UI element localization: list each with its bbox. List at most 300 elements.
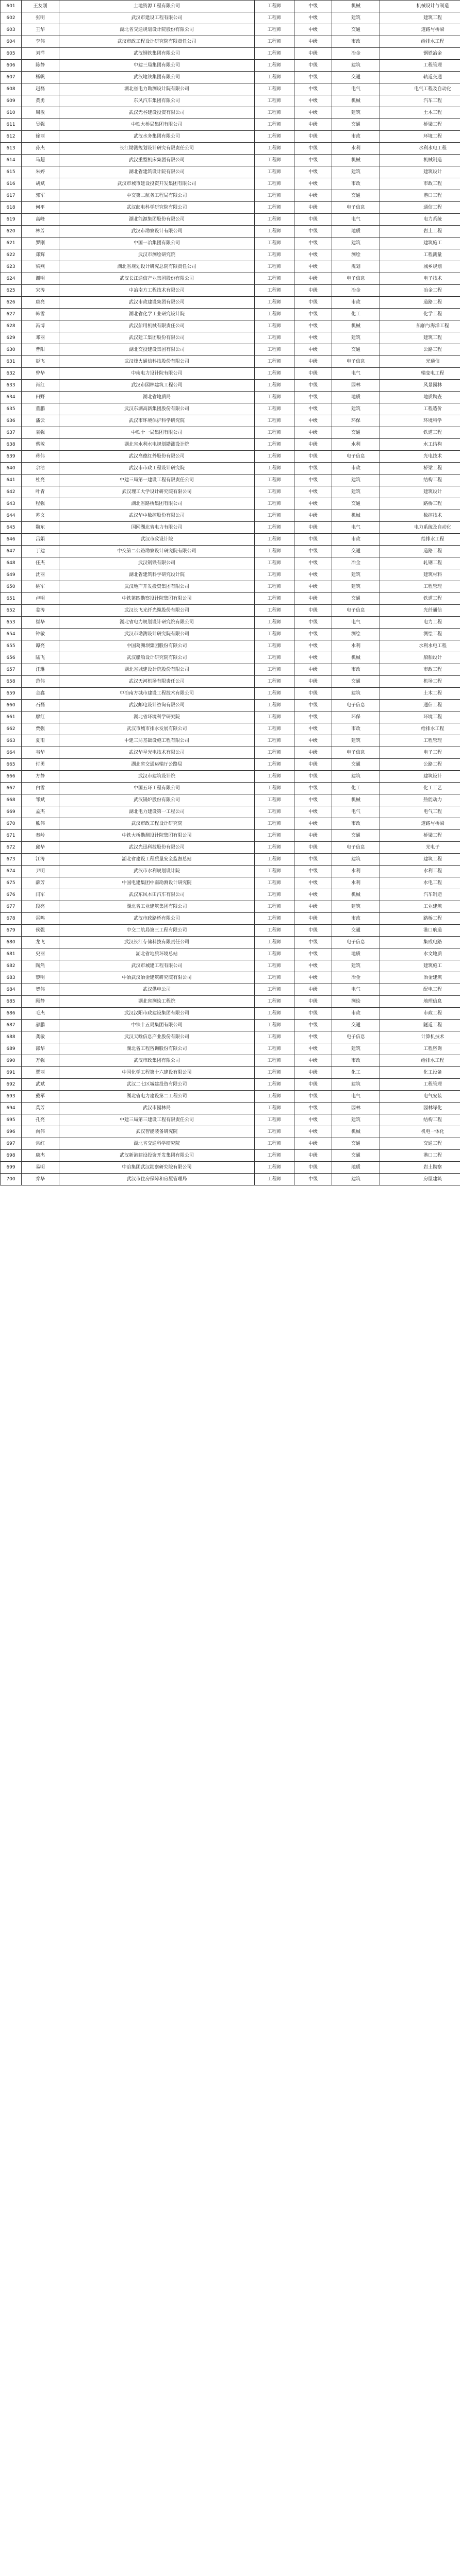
specialty: 汽车工程 — [380, 95, 460, 107]
organization: 湖北电力建设第一工程公司 — [59, 806, 255, 818]
table-row — [1, 273, 460, 285]
organization: 湖北省建设工程质量安全监督总站 — [59, 854, 255, 866]
table-row — [1, 12, 460, 24]
specialty: 市政工程 — [380, 1008, 460, 1020]
person-name: 潘云 — [22, 415, 59, 427]
organization: 湖北省电力勘测设计院有限公司 — [59, 83, 255, 95]
organization: 武汉烽火通信科技股份有限公司 — [59, 356, 255, 368]
row-number: 656 — [1, 652, 22, 664]
specialty: 路桥工程 — [380, 913, 460, 925]
title-level: 中级 — [294, 735, 332, 747]
title-level: 中级 — [294, 309, 332, 320]
person-name: 魏东 — [22, 522, 59, 534]
discipline: 市政 — [332, 664, 380, 676]
job-title: 工程师 — [255, 12, 294, 24]
organization: 武汉天河机场有限责任公司 — [59, 676, 255, 688]
organization: 中铁十一局集团有限公司 — [59, 427, 255, 439]
table-row — [1, 1150, 460, 1162]
specialty: 港口工程 — [380, 1150, 460, 1162]
person-name: 侯强 — [22, 925, 59, 937]
table-row — [1, 344, 460, 356]
discipline: 建筑 — [332, 581, 380, 593]
discipline: 建筑 — [332, 403, 380, 415]
discipline: 市政 — [332, 1055, 380, 1067]
discipline: 地质 — [332, 1162, 380, 1174]
discipline: 电气 — [332, 522, 380, 534]
person-name: 贾强 — [22, 723, 59, 735]
organization: 武汉市测绘研究院 — [59, 249, 255, 261]
row-number: 648 — [1, 557, 22, 569]
organization: 中冶南方城市建设工程技术有限公司 — [59, 688, 255, 700]
title-level: 中级 — [294, 320, 332, 332]
organization: 武汉船用机械有限责任公司 — [59, 320, 255, 332]
title-level: 中级 — [294, 901, 332, 913]
discipline: 环保 — [332, 415, 380, 427]
title-level: 中级 — [294, 486, 332, 498]
job-title: 工程师 — [255, 1, 294, 12]
job-title: 工程师 — [255, 380, 294, 392]
title-level: 中级 — [294, 783, 332, 794]
title-level: 中级 — [294, 723, 332, 735]
table-row — [1, 463, 460, 474]
organization: 中铁大桥局集团有限公司 — [59, 119, 255, 131]
person-name: 蒋伟 — [22, 451, 59, 463]
organization: 武汉新港建设投资开发集团有限公司 — [59, 1150, 255, 1162]
discipline: 建筑 — [332, 12, 380, 24]
table-row — [1, 723, 460, 735]
person-name: 孔亮 — [22, 1114, 59, 1126]
person-name: 白雪 — [22, 783, 59, 794]
table-row — [1, 1031, 460, 1043]
table-row — [1, 771, 460, 783]
job-title: 工程师 — [255, 783, 294, 794]
organization: 武汉市园林建筑工程公司 — [59, 380, 255, 392]
specialty: 热能动力 — [380, 794, 460, 806]
table-row — [1, 72, 460, 83]
discipline: 交通 — [332, 190, 380, 202]
person-name: 余洁 — [22, 463, 59, 474]
organization: 中国葛洲坝集团股份有限公司 — [59, 640, 255, 652]
row-number: 691 — [1, 1067, 22, 1079]
person-name: 薛芳 — [22, 877, 59, 889]
discipline: 交通 — [332, 427, 380, 439]
discipline: 建筑 — [332, 569, 380, 581]
discipline: 建筑 — [332, 960, 380, 972]
row-number: 687 — [1, 1020, 22, 1031]
job-title: 工程师 — [255, 948, 294, 960]
row-number: 694 — [1, 1103, 22, 1114]
organization: 武汉市勘察设计有限公司 — [59, 226, 255, 238]
discipline: 电子信息 — [332, 842, 380, 854]
organization: 武汉邮电设计咨询有限公司 — [59, 700, 255, 711]
row-number: 636 — [1, 415, 22, 427]
person-name: 邹斌 — [22, 794, 59, 806]
discipline: 机械 — [332, 510, 380, 522]
specialty: 电气安装 — [380, 1091, 460, 1103]
job-title: 工程师 — [255, 486, 294, 498]
table-row — [1, 83, 460, 95]
specialty: 港口航道 — [380, 925, 460, 937]
row-number: 651 — [1, 593, 22, 605]
discipline: 环保 — [332, 711, 380, 723]
person-name: 蔡敏 — [22, 439, 59, 451]
title-level: 中级 — [294, 1114, 332, 1126]
organization: 东风汽车集团有限公司 — [59, 95, 255, 107]
person-name: 毛杰 — [22, 1008, 59, 1020]
table-row — [1, 1067, 460, 1079]
person-name: 乔华 — [22, 1174, 59, 1185]
discipline: 冶金 — [332, 285, 380, 297]
discipline: 机械 — [332, 1, 380, 12]
discipline: 交通 — [332, 72, 380, 83]
specialty: 给排水工程 — [380, 534, 460, 546]
specialty: 化工工艺 — [380, 783, 460, 794]
specialty: 岩土工程 — [380, 226, 460, 238]
job-title: 工程师 — [255, 155, 294, 166]
row-number: 700 — [1, 1174, 22, 1185]
specialty: 建筑工程 — [380, 854, 460, 866]
specialty: 光纤通信 — [380, 605, 460, 617]
row-number: 606 — [1, 60, 22, 72]
specialty: 轧钢工程 — [380, 557, 460, 569]
row-number: 689 — [1, 1043, 22, 1055]
job-title: 工程师 — [255, 877, 294, 889]
discipline: 机械 — [332, 889, 380, 901]
row-number: 641 — [1, 474, 22, 486]
table-row — [1, 486, 460, 498]
row-number: 619 — [1, 214, 22, 226]
discipline: 化工 — [332, 309, 380, 320]
organization: 土地资源工程有限公司 — [59, 1, 255, 12]
row-number: 601 — [1, 1, 22, 12]
job-title: 工程师 — [255, 451, 294, 463]
title-level: 中级 — [294, 202, 332, 214]
title-level: 中级 — [294, 1174, 332, 1185]
title-level: 中级 — [294, 700, 332, 711]
row-number: 610 — [1, 107, 22, 119]
specialty: 给排水工程 — [380, 723, 460, 735]
organization: 武汉高德红外股份有限公司 — [59, 451, 255, 463]
person-name: 陈静 — [22, 60, 59, 72]
person-name: 王华 — [22, 24, 59, 36]
job-title: 工程师 — [255, 771, 294, 783]
job-title: 工程师 — [255, 889, 294, 901]
person-name: 金鑫 — [22, 688, 59, 700]
organization: 中国电建集团中南勘测设计研究院 — [59, 877, 255, 889]
row-number: 618 — [1, 202, 22, 214]
specialty: 机械制造 — [380, 155, 460, 166]
organization: 湖北省测绘工程院 — [59, 996, 255, 1008]
title-level: 中级 — [294, 830, 332, 842]
job-title: 工程师 — [255, 640, 294, 652]
row-number: 680 — [1, 937, 22, 948]
table-row — [1, 984, 460, 996]
title-level: 中级 — [294, 794, 332, 806]
row-number: 643 — [1, 498, 22, 510]
row-number: 637 — [1, 427, 22, 439]
discipline: 机械 — [332, 1126, 380, 1138]
specialty: 建筑设计 — [380, 771, 460, 783]
job-title: 工程师 — [255, 261, 294, 273]
title-level: 中级 — [294, 427, 332, 439]
table-row — [1, 36, 460, 48]
row-number: 683 — [1, 972, 22, 984]
table-row — [1, 866, 460, 877]
table-row — [1, 593, 460, 605]
job-title: 工程师 — [255, 937, 294, 948]
title-level: 中级 — [294, 238, 332, 249]
specialty: 工业建筑 — [380, 901, 460, 913]
row-number: 646 — [1, 534, 22, 546]
specialty: 隧道工程 — [380, 1020, 460, 1031]
specialty: 城乡规划 — [380, 261, 460, 273]
job-title: 工程师 — [255, 818, 294, 830]
title-level: 中级 — [294, 344, 332, 356]
title-level: 中级 — [294, 1150, 332, 1162]
organization: 武汉光谷建设投资有限公司 — [59, 107, 255, 119]
title-level: 中级 — [294, 652, 332, 664]
specialty: 地质勘查 — [380, 392, 460, 403]
row-number: 633 — [1, 380, 22, 392]
person-name: 曹阳 — [22, 344, 59, 356]
specialty: 工程管理 — [380, 581, 460, 593]
title-level: 中级 — [294, 474, 332, 486]
person-name: 刘洋 — [22, 48, 59, 60]
discipline: 园林 — [332, 380, 380, 392]
discipline: 电子信息 — [332, 451, 380, 463]
table-row — [1, 794, 460, 806]
title-level: 中级 — [294, 806, 332, 818]
title-level: 中级 — [294, 392, 332, 403]
row-number: 617 — [1, 190, 22, 202]
title-level: 中级 — [294, 972, 332, 984]
specialty: 铁道工程 — [380, 593, 460, 605]
job-title: 工程师 — [255, 735, 294, 747]
job-title: 工程师 — [255, 806, 294, 818]
organization: 中国化学工程第十六建设有限公司 — [59, 1067, 255, 1079]
discipline: 电气 — [332, 617, 380, 629]
title-level: 中级 — [294, 842, 332, 854]
organization: 湖北省路桥集团有限公司 — [59, 498, 255, 510]
discipline: 交通 — [332, 498, 380, 510]
table-row — [1, 309, 460, 320]
organization: 中交第二航务工程局有限公司 — [59, 190, 255, 202]
table-row — [1, 368, 460, 380]
organization: 武汉东湖高新集团股份有限公司 — [59, 403, 255, 415]
job-title: 工程师 — [255, 842, 294, 854]
discipline: 机械 — [332, 794, 380, 806]
discipline: 建筑 — [332, 1114, 380, 1126]
title-level: 中级 — [294, 581, 332, 593]
title-level: 中级 — [294, 297, 332, 309]
organization: 中交第二公路勘察设计研究院有限公司 — [59, 546, 255, 557]
person-name: 袁强 — [22, 427, 59, 439]
person-name: 夏雨 — [22, 735, 59, 747]
job-title: 工程师 — [255, 1067, 294, 1079]
title-level: 中级 — [294, 889, 332, 901]
row-number: 658 — [1, 676, 22, 688]
organization: 武汉市建筑设计院 — [59, 771, 255, 783]
person-name: 田野 — [22, 392, 59, 403]
row-number: 604 — [1, 36, 22, 48]
specialty: 园林绿化 — [380, 1103, 460, 1114]
person-name: 邓丽 — [22, 332, 59, 344]
table-row — [1, 261, 460, 273]
row-number: 644 — [1, 510, 22, 522]
job-title: 工程师 — [255, 557, 294, 569]
title-level: 中级 — [294, 1162, 332, 1174]
discipline: 规划 — [332, 261, 380, 273]
row-number: 677 — [1, 901, 22, 913]
organization: 中国五环工程有限公司 — [59, 783, 255, 794]
discipline: 地质 — [332, 226, 380, 238]
table-row — [1, 178, 460, 190]
discipline: 电子信息 — [332, 747, 380, 759]
discipline: 市政 — [332, 1008, 380, 1020]
title-level: 中级 — [294, 83, 332, 95]
specialty: 电力工程 — [380, 617, 460, 629]
discipline: 交通 — [332, 1020, 380, 1031]
person-name: 康杰 — [22, 1150, 59, 1162]
table-row — [1, 629, 460, 640]
organization: 武汉邮电科学研究院有限公司 — [59, 202, 255, 214]
discipline: 地质 — [332, 948, 380, 960]
row-number: 635 — [1, 403, 22, 415]
person-name: 范伟 — [22, 676, 59, 688]
specialty: 建筑施工 — [380, 238, 460, 249]
specialty: 冶金工程 — [380, 285, 460, 297]
specialty: 建筑设计 — [380, 166, 460, 178]
table-row — [1, 925, 460, 937]
job-title: 工程师 — [255, 747, 294, 759]
organization: 中交二航局第三工程有限公司 — [59, 925, 255, 937]
row-number: 655 — [1, 640, 22, 652]
specialty: 工程造价 — [380, 403, 460, 415]
job-title: 工程师 — [255, 996, 294, 1008]
row-number: 621 — [1, 238, 22, 249]
job-title: 工程师 — [255, 190, 294, 202]
table-row — [1, 700, 460, 711]
table-row — [1, 581, 460, 593]
row-number: 681 — [1, 948, 22, 960]
person-name: 李伟 — [22, 36, 59, 48]
title-level: 中级 — [294, 605, 332, 617]
person-name: 梁燕 — [22, 261, 59, 273]
person-name: 邱华 — [22, 842, 59, 854]
job-title: 工程师 — [255, 1103, 294, 1114]
person-name: 韦华 — [22, 747, 59, 759]
title-level: 中级 — [294, 48, 332, 60]
job-title: 工程师 — [255, 960, 294, 972]
table-row — [1, 534, 460, 546]
person-name: 吴强 — [22, 119, 59, 131]
discipline: 水利 — [332, 877, 380, 889]
specialty: 路桥工程 — [380, 498, 460, 510]
specialty: 冶金建筑 — [380, 972, 460, 984]
title-level: 中级 — [294, 368, 332, 380]
row-number: 640 — [1, 463, 22, 474]
person-name: 孟杰 — [22, 806, 59, 818]
row-number: 642 — [1, 486, 22, 498]
row-number: 650 — [1, 581, 22, 593]
discipline: 市政 — [332, 463, 380, 474]
job-title: 工程师 — [255, 344, 294, 356]
specialty: 光通信 — [380, 356, 460, 368]
discipline: 机械 — [332, 652, 380, 664]
specialty: 公路工程 — [380, 344, 460, 356]
table-row — [1, 403, 460, 415]
row-number: 649 — [1, 569, 22, 581]
title-level: 中级 — [294, 1091, 332, 1103]
title-level: 中级 — [294, 415, 332, 427]
row-number: 605 — [1, 48, 22, 60]
person-name: 尹明 — [22, 866, 59, 877]
discipline: 市政 — [332, 131, 380, 143]
row-number: 673 — [1, 854, 22, 866]
job-title: 工程师 — [255, 309, 294, 320]
table-row — [1, 155, 460, 166]
job-title: 工程师 — [255, 356, 294, 368]
person-name: 彭飞 — [22, 356, 59, 368]
person-name: 宋涛 — [22, 285, 59, 297]
person-name: 吕娟 — [22, 534, 59, 546]
title-level: 中级 — [294, 996, 332, 1008]
row-number: 630 — [1, 344, 22, 356]
job-title: 工程师 — [255, 723, 294, 735]
table-row — [1, 806, 460, 818]
row-number: 670 — [1, 818, 22, 830]
person-name: 曾华 — [22, 368, 59, 380]
title-level: 中级 — [294, 1020, 332, 1031]
table-row — [1, 320, 460, 332]
specialty: 建筑工程 — [380, 12, 460, 24]
table-row — [1, 202, 460, 214]
organization: 武汉供电公司 — [59, 984, 255, 996]
person-name: 黎明 — [22, 972, 59, 984]
title-level: 中级 — [294, 913, 332, 925]
discipline: 电子信息 — [332, 356, 380, 368]
specialty: 道路与桥梁 — [380, 818, 460, 830]
person-name: 黄勇 — [22, 95, 59, 107]
discipline: 建筑 — [332, 901, 380, 913]
title-level: 中级 — [294, 273, 332, 285]
job-title: 工程师 — [255, 1150, 294, 1162]
job-title: 工程师 — [255, 913, 294, 925]
row-number: 659 — [1, 688, 22, 700]
title-level: 中级 — [294, 617, 332, 629]
table-row — [1, 842, 460, 854]
table-row — [1, 652, 460, 664]
row-number: 653 — [1, 617, 22, 629]
job-title: 工程师 — [255, 474, 294, 486]
person-name: 韩雪 — [22, 309, 59, 320]
specialty: 水工结构 — [380, 439, 460, 451]
job-title: 工程师 — [255, 214, 294, 226]
title-level: 中级 — [294, 593, 332, 605]
person-name: 陆飞 — [22, 652, 59, 664]
specialty: 机电一体化 — [380, 1126, 460, 1138]
organization: 中国一冶集团有限公司 — [59, 238, 255, 249]
title-level: 中级 — [294, 226, 332, 238]
job-title: 工程师 — [255, 226, 294, 238]
row-number: 660 — [1, 700, 22, 711]
organization: 湖北省地质环境总站 — [59, 948, 255, 960]
row-number: 669 — [1, 806, 22, 818]
organization: 湖北省工程咨询股份有限公司 — [59, 1043, 255, 1055]
discipline: 市政 — [332, 36, 380, 48]
table-row — [1, 617, 460, 629]
specialty: 计算机技术 — [380, 1031, 460, 1043]
